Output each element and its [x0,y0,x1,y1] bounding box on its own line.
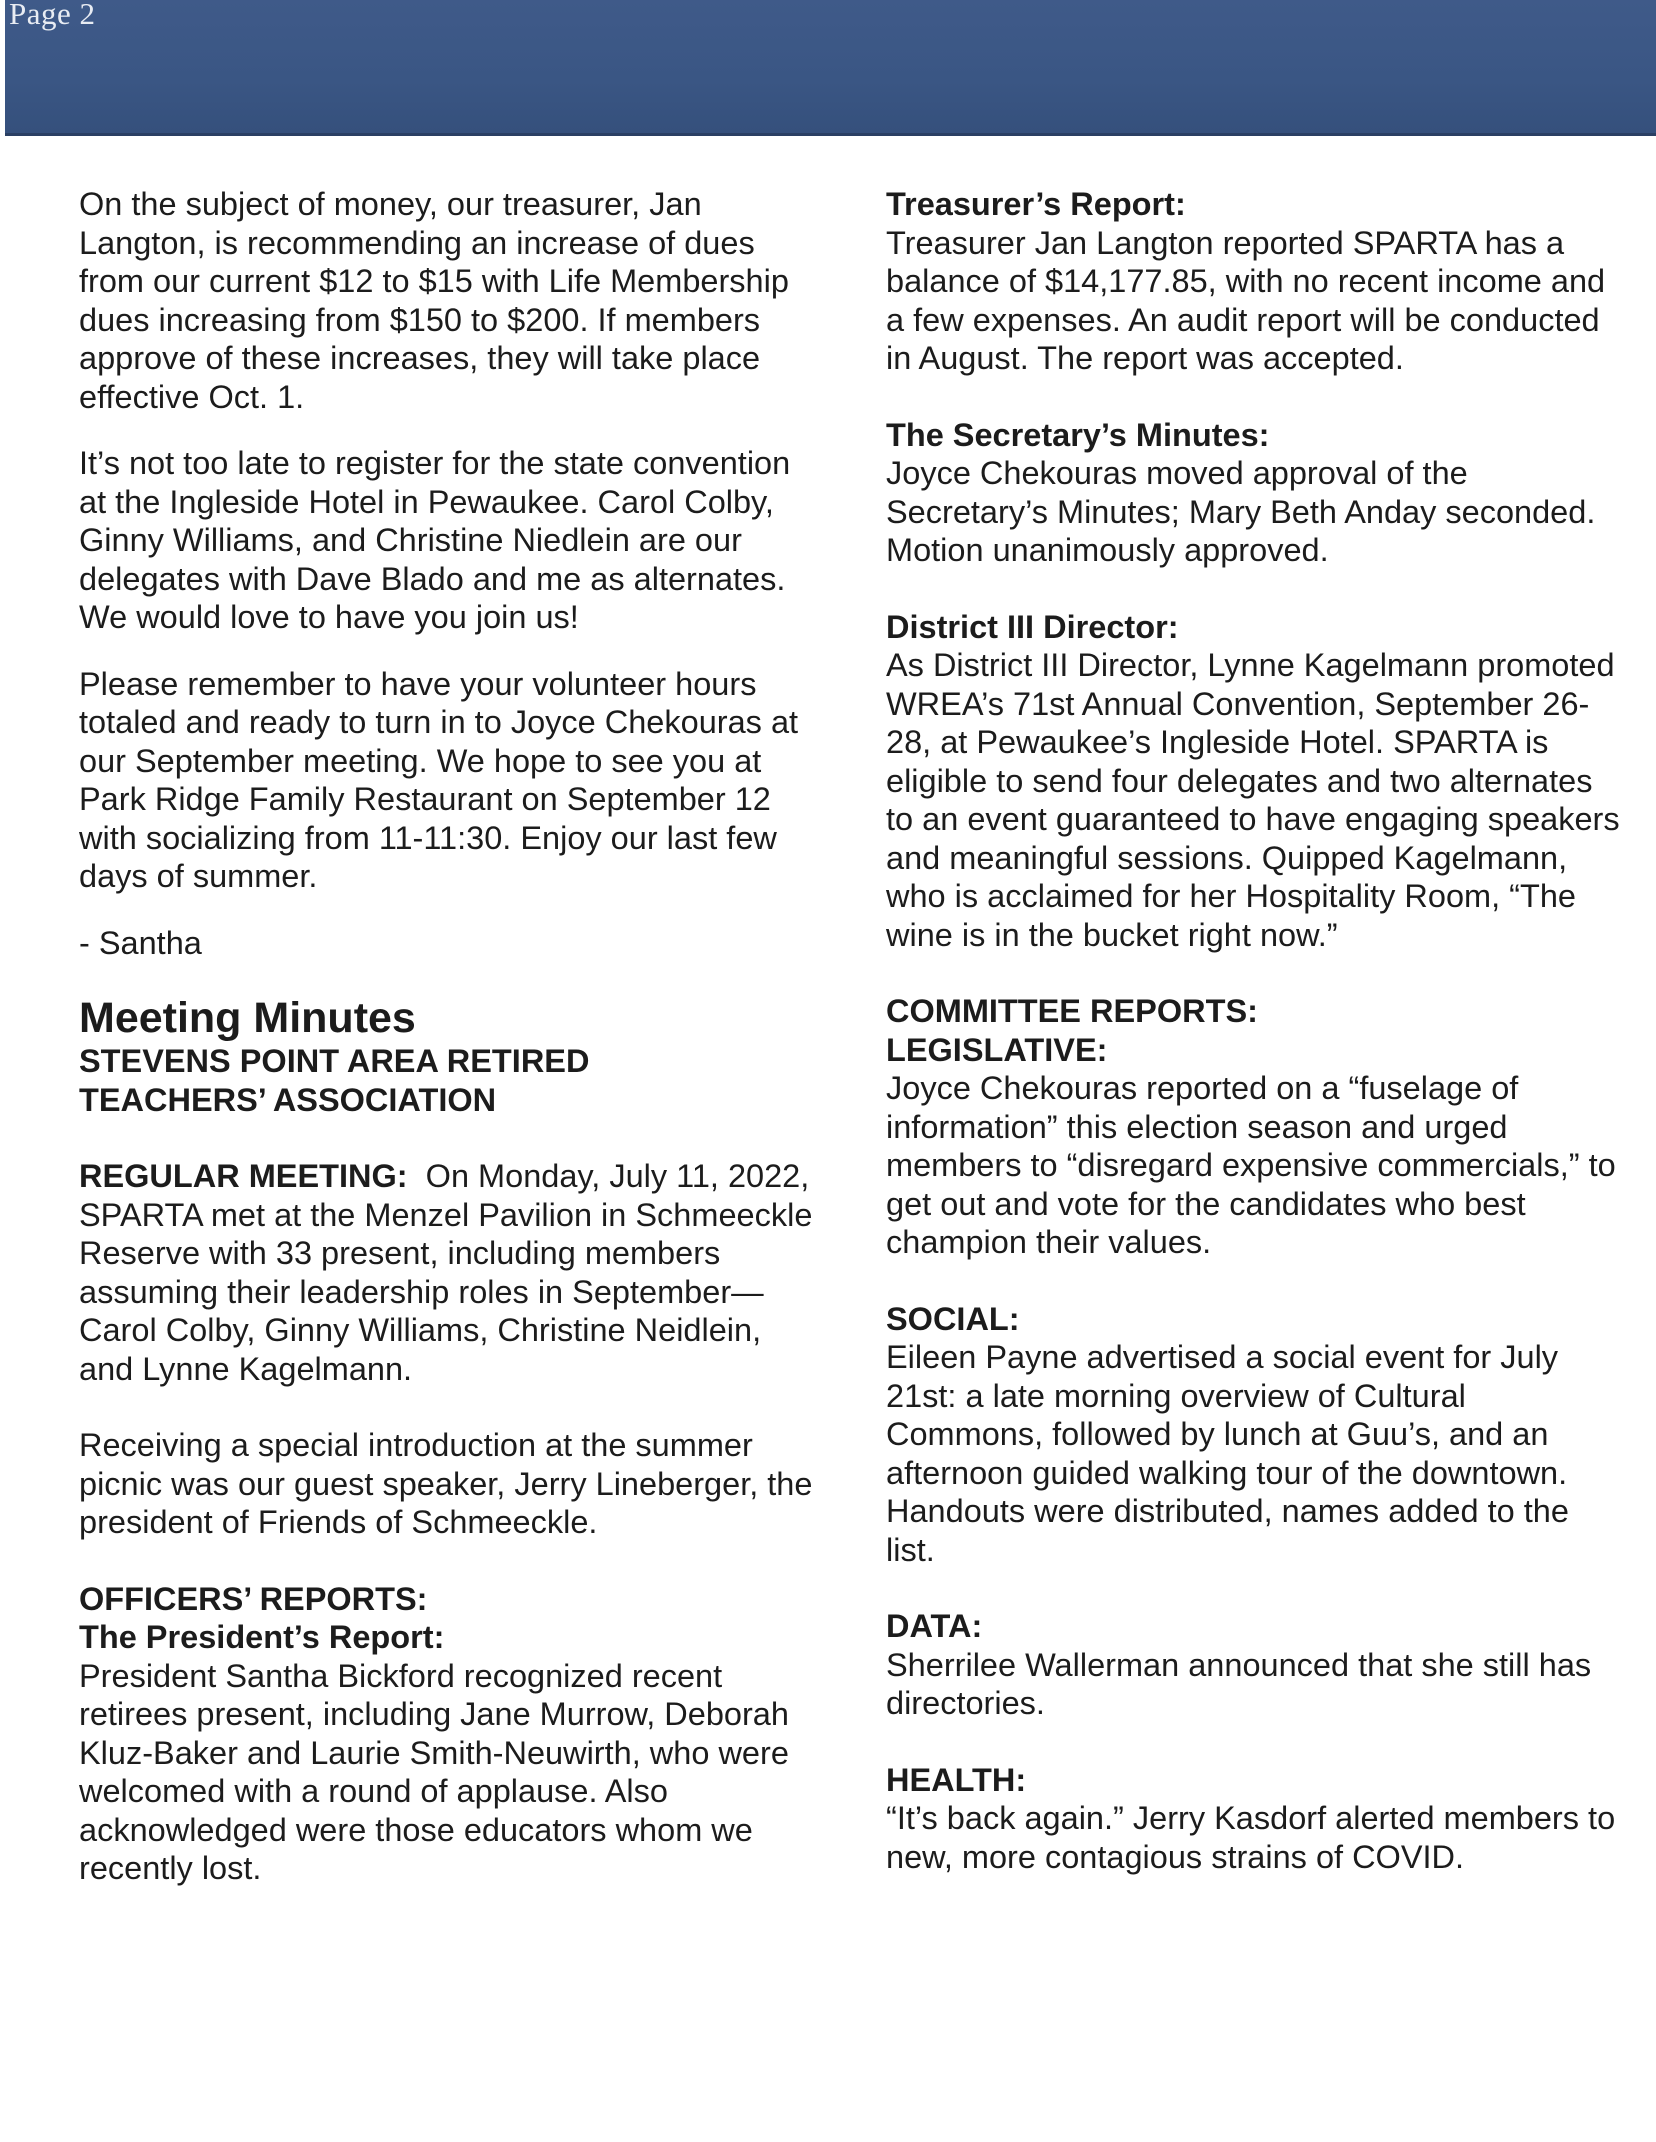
data-block [886,1607,1626,1723]
right-column [886,185,1626,1914]
health-block [886,1761,1626,1877]
left-column [79,185,819,1888]
secretary-minutes-heading: The Secretary’s Minutes: [886,416,1270,453]
treasurer-report-heading: Treasurer’s Report: [886,186,1186,222]
section-title-meeting-minutes: Meeting Minutes [79,994,416,1042]
president-report-heading: The President’s Report: [79,1619,445,1655]
committee-reports-heading: COMMITTEE REPORTS: [886,993,1258,1029]
regular-meeting-text: On Monday, July 11, 2022, SPARTA met at the Menzel Pavilion in Schmeeckle Reserve with 33 present, including members assuming their leadership roles in September—Carol Colby, Ginny Williams, Christine Neidlein, and Lynne Kagelmann. [79,1158,813,1387]
regular-meeting-block [79,1157,819,1388]
body-paragraph: Please remember to have your volunteer hours totaled and ready to turn in to Joyce Chekouras at our September meeting. We hope to see you at Park Ridge Family Restaurant on September 12 with socializing from 11-11:30. Enjoy our last few days of summer. [79,665,799,894]
secretary-minutes-block [886,416,1626,570]
social-heading: SOCIAL: [886,1300,1020,1337]
legislative-text: Joyce Chekouras reported on a “fuselage of information” this election season and urged members to “disregard expensive commercials,” to get out and vote for the candidates who best champion their values. [886,1070,1616,1260]
page-header-band [5,0,1656,136]
organization-name-line: TEACHERS’ ASSOCIATION [79,1081,497,1118]
signature: - Santha [79,924,202,961]
committee-reports-block [886,992,1626,1262]
social-text: Eileen Payne advertised a social event for July 21st: a late morning overview of Cultural Commons, followed by lunch at Guu’s, and an afternoon guided walking tour of the downtown. Handouts were distributed, names added to the list. [886,1339,1569,1568]
secretary-minutes-text: Joyce Chekouras moved approval of the Secretary’s Minutes; Mary Beth Anday seconded. Motion unanimously approved. [886,455,1596,568]
social-block [886,1300,1626,1570]
regular-meeting-heading: REGULAR MEETING: [79,1158,408,1194]
district-director-heading: District III Director: [886,608,1179,645]
district-director-block [886,608,1626,955]
body-paragraph: It’s not too late to register for the state convention at the Ingleside Hotel in Pewaukee. Carol Colby, Ginny Williams, and Christine Niedlein are our delegates with Dave Blado and me as alternates. We would love to have you join us! [79,445,791,635]
organization-name [79,1042,819,1119]
page-number-label: Page 2 [9,0,96,31]
officers-reports-block [79,1580,819,1888]
data-text: Sherrilee Wallerman announced that she still has directories. [886,1646,1592,1721]
organization-name-line: STEVENS POINT AREA RETIRED [79,1043,590,1079]
president-report-text: President Santha Bickford recognized recent retirees present, including Jane Murrow, Deborah Kluz-Baker and Laurie Smith-Neuwirth, who were welcomed with a round of applause. Also acknowledged were those educators whom we recently lost. [79,1657,789,1886]
legislative-heading: LEGISLATIVE: [886,1031,1108,1068]
health-heading: HEALTH: [886,1761,1027,1798]
body-paragraph: On the subject of money, our treasurer, Jan Langton, is recommending an increase of dues from our current $12 to $15 with Life Membership dues increasing from $150 to $200. If members approve of these increases, they will take place effective Oct. 1. [79,186,789,415]
health-text: “It’s back again.” Jerry Kasdorf alerted members to new, more contagious strains of COVID. [886,1800,1616,1875]
district-director-text: As District III Director, Lynne Kagelmann promoted WREA’s 71st Annual Convention, September 26-28, at Pewaukee’s Ingleside Hotel. SPARTA is eligible to send four delegates and two alternates to an event guaranteed to have engaging speakers and meaningful sessions. Quipped Kagelmann, who is acclaimed for her Hospitality Room, “The wine is in the bucket right now.” [886,647,1620,953]
officers-reports-heading: OFFICERS’ REPORTS: [79,1580,428,1617]
guest-speaker-paragraph: Receiving a special introduction at the summer picnic was our guest speaker, Jerry Lineberger, the president of Friends of Schmeeckle. [79,1427,813,1540]
data-heading: DATA: [886,1608,983,1644]
treasurer-report-text: Treasurer Jan Langton reported SPARTA has a balance of $14,177.85, with no recent income and a few expenses. An audit report will be conducted in August. The report was accepted. [886,224,1606,376]
treasurer-report-block [886,185,1626,378]
